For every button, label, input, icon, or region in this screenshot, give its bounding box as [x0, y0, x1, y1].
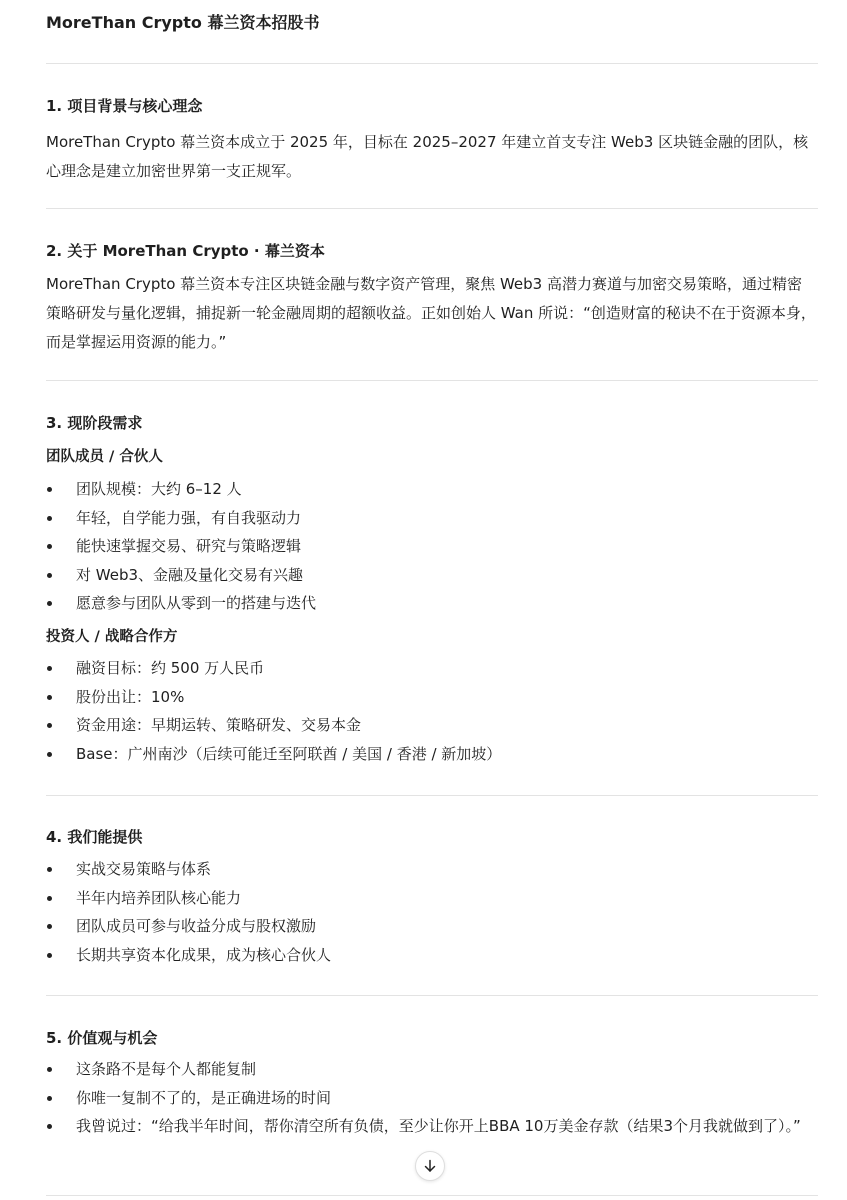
list-item: [46, 941, 816, 970]
list-item: [46, 1055, 816, 1084]
list-item: [46, 1084, 816, 1113]
list-item-text: 实战交易策略与体系: [76, 860, 212, 878]
section-5-heading: 5. 价值观与机会: [46, 1029, 158, 1047]
section-1-paragraph: MoreThan Crypto 幕兰资本成立于 2025 年，目标在 2025–2027 年建立首支专注 Web3 区块链金融的团队，核心理念是建立加密世界第一支正规军。: [46, 133, 809, 180]
list-item-text: 半年内培养团队核心能力: [76, 888, 242, 907]
bullet-icon: [47, 752, 52, 757]
list-item-text: 融资目标：约 500 万人民币: [76, 659, 265, 677]
list-item: [46, 504, 816, 533]
values-list: [46, 1055, 816, 1141]
bullet-icon: [47, 487, 52, 492]
bullet-icon: [47, 723, 52, 728]
list-item-text: 资金用途：早期运转、策略研发、交易本金: [76, 716, 362, 734]
team-members-subheading: 团队成员 / 合伙人: [46, 449, 163, 465]
section-2-paragraph: MoreThan Crypto 幕兰资本专注区块链金融与数字资产管理，聚焦 Web3 高潜力赛道与加密交易策略，通过精密策略研发与量化逻辑，捕捉新一轮金融周期的超额收益。正如创始人 Wan 所说：“创造财富的秘诀不在于资源本身，而是掌握运用资源的能力。”: [46, 275, 816, 351]
investor-requirements-list: [46, 654, 816, 768]
list-item: [46, 1112, 816, 1141]
list-item: [46, 683, 816, 712]
section-divider: [46, 63, 818, 64]
list-item: [46, 711, 816, 740]
list-item: [46, 912, 816, 941]
section-divider: [46, 380, 818, 381]
list-item-text: 股份出让：10%: [76, 687, 185, 706]
list-item-text: 这条路不是每个人都能复制: [76, 1060, 257, 1078]
list-item: [46, 589, 816, 618]
bullet-icon: [47, 1067, 52, 1072]
section-divider: [46, 208, 818, 209]
list-item-text: 愿意参与团队从零到一的搭建与迭代: [76, 594, 317, 612]
list-item-text: 能快速掌握交易、研究与策略逻辑: [76, 537, 302, 555]
offerings-list: [46, 855, 816, 969]
team-requirements-list: [46, 475, 816, 618]
scroll-down-button[interactable]: [415, 1151, 445, 1181]
section-divider: [46, 1195, 818, 1196]
list-item: [46, 884, 816, 913]
section-3-heading: 3. 现阶段需求: [46, 414, 143, 432]
section-2-heading: 2. 关于 MoreThan Crypto · 幕兰资本: [46, 242, 325, 260]
list-item: [46, 740, 816, 769]
bullet-icon: [47, 695, 52, 700]
bullet-icon: [47, 544, 52, 549]
list-item-text: 年轻，自学能力强，有自我驱动力: [76, 508, 302, 527]
bullet-icon: [47, 867, 52, 872]
document-title: MoreThan Crypto 幕兰资本招股书: [46, 13, 320, 32]
list-item-text: Base：广州南沙（后续可能迁至阿联酋 / 美国 / 香港 / 新加坡）: [76, 744, 502, 763]
list-item-text: 我曾说过：“给我半年时间，帮你清空所有负债，至少让你开上BBA 10万美金存款（结果3个月我就做到了）。”: [76, 1117, 801, 1135]
list-item-text: 你唯一复制不了的，是正确进场的时间: [76, 1088, 332, 1107]
list-item-text: 长期共享资本化成果，成为核心合伙人: [76, 945, 332, 964]
section-4-heading: 4. 我们能提供: [46, 828, 143, 846]
bullet-icon: [47, 1124, 52, 1129]
list-item-text: 对 Web3、金融及量化交易有兴趣: [76, 565, 304, 584]
list-item: [46, 475, 816, 504]
bullet-icon: [47, 516, 52, 521]
bullet-icon: [47, 1096, 52, 1101]
list-item: [46, 561, 816, 590]
investors-subheading: 投资人 / 战略合作方: [46, 629, 178, 645]
bullet-icon: [47, 601, 52, 606]
bullet-icon: [47, 953, 52, 958]
section-divider: [46, 795, 818, 796]
list-item-text: 团队规模：大约 6–12 人: [76, 480, 242, 498]
bullet-icon: [47, 573, 52, 578]
list-item: [46, 855, 816, 884]
list-item: [46, 532, 816, 561]
bullet-icon: [47, 666, 52, 671]
list-item: [46, 654, 816, 683]
arrow-down-icon: [423, 1159, 437, 1173]
list-item-text: 团队成员可参与收益分成与股权激励: [76, 917, 317, 935]
bullet-icon: [47, 896, 52, 901]
section-1-heading: 1. 项目背景与核心理念: [46, 97, 203, 115]
section-divider: [46, 995, 818, 996]
bullet-icon: [47, 924, 52, 929]
